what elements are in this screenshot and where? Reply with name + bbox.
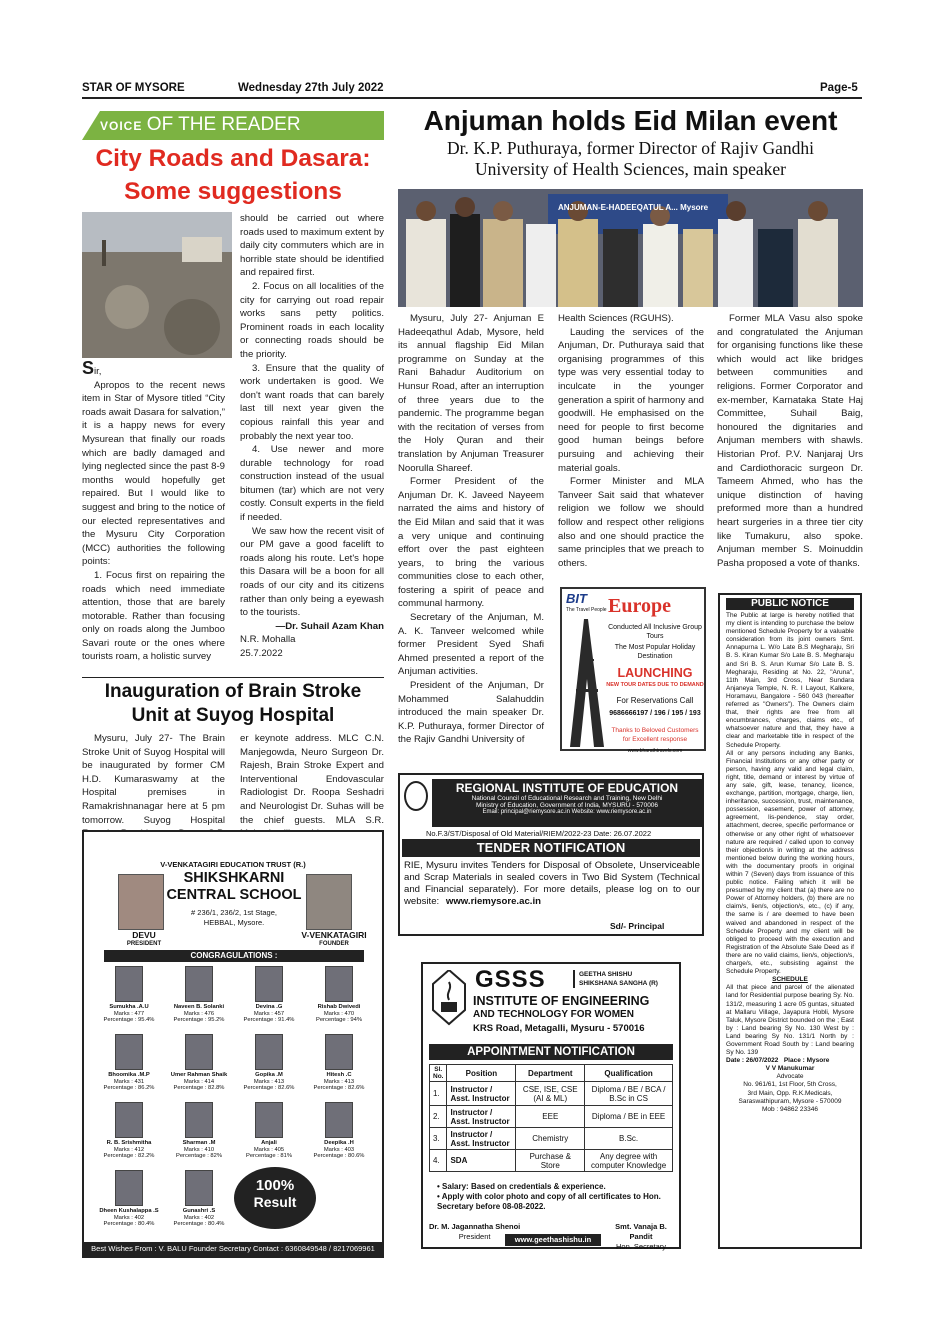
cell: Instructor / Asst. Instructor [447,1082,516,1106]
student-line: Rishab Dwivedi [317,1004,361,1010]
gsss-bullet2: • Apply with color photo and copy of all certificates to Hon. Secretary before 08-08-2022. [437,1192,661,1211]
voice-para: 3. Ensure that the quality of work undertaken is good. We don't want roads that can barely last till next year given the copious rainfall this year and probably the next year too. [240,362,384,442]
school-addr1: # 236/1, 236/2, 1st Stage, [191,908,277,917]
rie-emblem-icon [404,781,428,811]
student-line: Percentage : 95.4% [103,1017,155,1024]
student-line: Percentage : 82.8% [173,1085,225,1092]
voice-para: Apropos to the recent news item in Star of Mysore titled “City roads await Dasara for salvation,” it is a happy news for every Mysurean that finally our roads which are badly damaged and lying neglected since the past 8-9 months would hopefully get repaired. But I would like to suggest and bring to the notice of our elected representatives and the Mysuru City Corporation (MCC) authorities the following points: [82,379,225,568]
rie-body-text: RIE, Mysuru invites Tenders for Disposal of Obsolete, Unserviceable and Scrap Materials in sealed covers in Two Bid System (Technical and Financial separately). For more details, please log on to our website: [404,860,700,907]
student-card [164,1034,234,1092]
notice-date: Date : 26/07/2022 [726,1057,779,1065]
bit-web: www.bharathtravels.com [627,748,683,754]
cell: Purchase & Store [516,1150,585,1172]
rie-header [432,779,702,827]
cell: SDA [447,1150,516,1172]
student-line: Sharman .M [182,1140,216,1146]
table-row [430,1106,673,1128]
notice-dateplace [726,1057,854,1065]
notice-mob: Mob : 94862 23346 [761,1105,819,1113]
th-slno: Sl. No. [430,1065,447,1082]
student-line: Marks : 414 [183,1078,215,1085]
student-line: Percentage : 82.6% [243,1085,295,1092]
student-photo [255,1102,283,1138]
student-photo [255,966,283,1002]
cell: 2. [430,1106,447,1128]
table-row [430,1082,673,1106]
gsss-notice: APPOINTMENT NOTIFICATION [429,1044,673,1060]
voice-headline-line2: Some suggestions [124,178,342,205]
founder-name-text: V-VENKATAGIRI [301,930,367,940]
cell: 4. [430,1150,447,1172]
brain-col2 [240,732,384,841]
gsss-table [429,1064,673,1172]
anjuman-para: Former Minister and MLA Tanveer Sait said that whatever religion we follow we should follow and respect other religions also and one should practice the same principles that we preach to others. [558,476,704,569]
gsss-bullets [437,1182,673,1212]
student-line: Percentage : 82.2% [103,1153,155,1160]
gsss-inst [473,994,683,1036]
president-name-text: DEVU [132,930,156,940]
cell: 3. [430,1128,447,1150]
voice-col2 [240,212,384,661]
road-photo-image [82,212,232,358]
student-card [94,966,164,1024]
student-line: Anjali [261,1140,277,1146]
president-role: PRESIDENT [126,941,162,947]
anjuman-col3 [717,312,863,570]
student-line: Marks : 412 [113,1146,145,1153]
student-line: Marks : 402 [113,1214,145,1221]
voice-salutation [82,358,225,379]
student-photo [185,966,213,1002]
student-photo [115,1170,143,1206]
gsss-inst1: INSTITUTE OF ENGINEERING [473,994,650,1008]
student-line: Percentage : 81% [245,1153,293,1160]
result-percent: 100% [255,1177,295,1194]
eiffel-tower-icon [564,619,608,749]
school-addr2: HEBBAL, Mysore. [203,918,265,927]
notice-para: All that piece and parcel of the alienated land for Residential purpose bearing Sy. No. 131/2, measuring 1 acre 05 guntas, situated at Mallaru Village, Jayapura Hobli, Mysore Taluk, Mysore District bounded on the ; East by : Land bearing Sy No. 130 West by : Land bearing Sy No. 131/1 North by : Government Road South by : Land bearing Sy No. 139 [726,984,854,1057]
school-address [164,908,304,928]
voice-para: 4. Use newer and more durable technology for road construction instead of the usual bitumen (tar) which are not very costly. Consult experts in the field if needed. [240,444,384,524]
bit-call: For Reservations Call [616,696,694,705]
gsss-org [573,970,658,988]
founder-role: FOUNDER [319,941,349,947]
bit-phone: 9686666197 / 196 / 195 / 193 [609,710,701,717]
student-line: Marks : 410 [183,1146,215,1153]
school-name1: SHIKSHKARNI [183,870,285,886]
notice-place: Place : Mysore [783,1057,830,1065]
bit-line2: The Most Popular Holiday Destination [614,644,696,660]
brain-headline-line1: Inauguration of Brain Stroke [104,681,362,702]
cell: Instructor / Asst. Instructor [447,1106,516,1128]
anjuman-para: Mysuru, July 27- Anjuman E Hadeeqathul Adab, Mysore, held its annual flagship Eid Milan programme on Sunday at the Rani Bahadur Auditorium on Hunsur Road, after an interruption of three years due to the pandemic. The programme began with the recitation of verses from the Holy Quran and their translation by Anjuman Treasurer Noorulla Shareef. [398,313,544,474]
cell: B.Sc. [585,1128,673,1150]
anjuman-para: Secretary of the Anjuman, M. A. K. Tanveer welcomed while former President Syed Shafi Ahmed presented a report of the Anjuman activities. [398,612,544,678]
student-line: Marks : 431 [113,1078,145,1085]
bit-line1: Conducted All Inclusive Group Tours [608,624,702,640]
gsss-s1r: President [458,1232,491,1241]
rie-website[interactable]: www.riemysore.ac.in [445,896,541,907]
school-footer: Best Wishes From : V. BALU Founder Secretary Contact : 6360849548 / 8217069961 [84,1242,382,1256]
voice-para: 2. Focus on all localities of the city for carrying out road repair works sans petty politics. Prominent roads in each locality or connecting roads should be the priority. [240,280,384,360]
cell: Any degree with computer Knowledge [585,1150,673,1172]
student-card [164,966,234,1024]
cell: Diploma / BE / BCA / B.Sc in CS [585,1082,673,1106]
student-line: Gunashri .S [182,1208,216,1214]
notice-title: PUBLIC NOTICE [726,598,854,610]
voice-label [100,114,301,136]
student-line: Marks : 403 [323,1146,355,1153]
gsss-addr: KRS Road, Metagalli, Mysuru - 570016 [473,1023,645,1034]
student-photo [325,1102,353,1138]
student-line: Dheen Kushalappa .S [99,1208,159,1214]
student-card [94,1170,164,1228]
student-line: Umer Rahman Shaik [170,1072,228,1078]
voice-signature: —Dr. Suhail Azam Khan [275,620,384,632]
gsss-lamp-icon [431,970,467,1026]
rie-line1: National Council of Educational Research and Training, New Delhi [471,795,663,802]
student-photo [185,1102,213,1138]
student-card [234,966,304,1024]
gsss-bullet1-text: Salary: Based on credentials & experience. [442,1182,606,1191]
student-line: Percentage : 80.6% [313,1153,365,1160]
notice-schedule: SCHEDULE [772,976,808,984]
student-line: Marks : 477 [113,1010,145,1017]
student-line: Percentage : 82% [175,1153,223,1160]
student-card [94,1034,164,1092]
th-position: Position [447,1065,516,1082]
cell: Chemistry [516,1128,585,1150]
brain-para: Mysuru, July 27- The Brain Stroke Unit of Suyog Hospital will be inaugurated by former CM H.D. Kumaraswamy at the Hospital premises in Ramakrishnanagar here at 5 pm tomorrow. Suyog Hospital [82,733,225,826]
student-line: Naveen B. Solanki [173,1004,225,1010]
gsss-ad [421,962,681,1249]
section-rule [82,677,384,678]
gsss-s2r: Hon. Secretary [615,1242,667,1251]
school-name2: CENTRAL SCHOOL [166,887,302,903]
gsss-s1: Dr. M. Jagannatha Shenoi [429,1222,521,1231]
founder-name [289,931,379,949]
anjuman-subhead2: University of Health Sciences, main speaker [474,159,786,179]
student-line: Sumukha .A.U [109,1004,149,1010]
anjuman-para: Former President of the Anjuman Dr. K. Javeed Nayeem narrated the aims and history of the Eid Milan and said that it was a very unique and continuing effort over the past eighteen years, to bring the various communities close to each other, fostering a spirit of peace and communal harmony. [398,476,544,610]
president-photo [118,874,164,930]
student-line: Deepika .H [324,1140,354,1146]
student-photo [115,966,143,1002]
rie-line3: Email: principal@riemysore.ac.in Website: www.riemysore.ac.in [482,809,652,815]
student-card [234,1034,304,1092]
rie-title: REGIONAL INSTITUTE OF EDUCATION [455,781,679,795]
notice-addr3: Saraswathipuram, Mysore - 570009 [738,1097,842,1105]
student-line: Marks : 476 [183,1010,215,1017]
voice-headline-line1: City Roads and Dasara: [95,145,371,172]
student-line: Marks : 413 [253,1078,285,1085]
student-line: Percentage : 86.2% [103,1085,155,1092]
gsss-org2: SHIKSHANA SANGHA (R) [579,980,658,987]
student-line: Percentage : 95.2% [173,1017,225,1024]
student-card [164,1102,234,1160]
student-card [304,1034,374,1092]
voice-sig-date: 25.7.2022 [240,648,283,659]
road-photo [82,212,232,358]
voice-label-small: VOICE [100,119,143,133]
student-card [304,1102,374,1160]
table-header-row [430,1065,673,1082]
student-line: Marks : 405 [253,1146,285,1153]
notice-addr2: 3rd Main, Opp. R.K.Medicals, [747,1089,833,1097]
rie-ref: No.F.3/ST/Disposal of Old Material/RIEM/2022-23 Date: 26.07.2022 [426,829,652,838]
gsss-website[interactable]: www.geethashishu.in [505,1234,601,1246]
anjuman-subhead1: Dr. K.P. Puthuraya, former Director of Rajiv Gandhi [447,138,814,158]
student-line: Marks : 402 [183,1214,215,1221]
rie-body [404,860,700,908]
cell: CSE, ISE, CSE (AI & ML) [516,1082,585,1106]
anjuman-headline: Anjuman holds Eid Milan event [423,105,838,136]
notice-addr1: No. 961/61, 1st Floor, 5th Cross, [743,1081,837,1089]
bit-launching: LAUNCHING [617,666,693,680]
student-line: Gopika .M [255,1072,283,1078]
anjuman-banner: ANJUMAN-E-HADEEQATUL A... Mysore [558,203,709,212]
anjuman-para: Lauding the services of the Anjuman, Dr. Puthuraya said that organising programmes of this type was very essential today to inculcate in the younger generation a spirit of harmony and goodwill. He emphasised on the need for people to first become good human beings before pursuing and achieving their material goals. [558,326,704,474]
paper-name: STAR OF MYSORE [82,82,185,94]
student-line: Percentage : 94% [315,1017,363,1024]
bit-sub: NEW TOUR DATES DUE TO DEMAND [606,682,704,688]
student-line: Devina .G [255,1004,283,1010]
rie-line2: Ministry of Education, Government of India, MYSURU - 570006 [475,802,659,809]
notice-adv: V V Manukumar [765,1065,815,1073]
bit-logo: BIT [566,591,587,606]
bit-thanks2: for Excellent response [622,736,688,743]
notice-para: The Public at large is hereby notified that my client is intending to purchase the below mentioned Schedule Property for a valuable consideration from its joint owners Smt. Annapurna L. W/o Late B.S Megharaju, Sri B. S. Kiran Kumar S/o Late B. S. Megharaju and Sri B. S. Arun Kumar S/o Late B. S. Megharaju, Residing at No. 22, "Aruna", 11th Main, 3rd Cross, Near Sundara Anjaneya Temple, N. R. I Layout, Kalkere, Horamavu, Bangalore - 560 043 (hereafter referred as "Owners"). The Owners claim that, their rights are free from all encumbrances, charges, claims etc., of whatsoever nature and that, they have a clear and marketable title in respect of the Schedule Property. [726,612,854,749]
bit-tagline: The Travel People [566,607,607,613]
student-photo [325,966,353,1002]
rie-sign: Sd/- Principal [610,921,665,931]
bit-thanks1: Thanks to Beloved Customers [611,727,699,734]
bit-destination: Europe [608,595,671,617]
masthead-rule [82,97,862,99]
student-photo [115,1034,143,1070]
anjuman-photo [398,189,863,307]
student-card [234,1102,304,1160]
gsss-org1: GEETHA SHISHU [579,971,633,978]
gsss-logo: GSSS [475,966,546,993]
gsss-bullet2-text: Apply with color photo and copy of all certificates to Hon. Secretary before 08-08-2022. [437,1192,661,1211]
salutation: ir, [94,366,102,377]
anjuman-para: President of the Anjuman, Dr Mohammed Salahuddin introduced the main speaker Dr. K.P. Puthuraya, former Director of the Rajiv Gandhi University of [398,680,544,746]
gsss-bullet1: • Salary: Based on credentials & experience. [437,1182,606,1191]
student-line: R. B. Srishmitha [106,1140,152,1146]
page-number: Page-5 [820,82,858,94]
student-line: Percentage : 80.4% [173,1221,225,1228]
brain-headline-line2: Unit at Suyog Hospital [131,705,335,726]
student-photo [115,1102,143,1138]
voice-label-big: OF THE READER [146,114,301,135]
voice-headline [82,142,384,208]
anjuman-col2 [558,312,704,570]
public-notice [718,593,862,1249]
notice-adv2: Advocate [776,1073,804,1081]
student-line: Marks : 470 [323,1010,355,1017]
cell: Instructor / Asst. Instructor [447,1128,516,1150]
result-label: Result [253,1194,297,1210]
student-line: Percentage : 82.6% [313,1085,365,1092]
student-line: Hitesh .C [326,1072,352,1078]
result-badge [234,1167,316,1229]
notice-body [726,612,854,1114]
congrats-bar: CONGRAGULATIONS : [104,950,364,962]
dropcap: S [82,358,95,378]
school-ad [82,830,384,1258]
student-card [304,966,374,1024]
table-row [430,1150,673,1172]
cell: Diploma / BE in EEE [585,1106,673,1128]
gsss-s2: Smt. Vanaja B. Pandit [615,1222,667,1241]
founder-photo [306,874,352,930]
rie-notice: TENDER NOTIFICATION [402,839,700,857]
anjuman-subhead [398,138,863,180]
table-row [430,1128,673,1150]
student-photo [185,1170,213,1206]
cell: 1. [430,1082,447,1106]
brain-para: er keynote address. MLC C.N. Manjegowda, Neuro Surgeon Dr. Rajesh, Brain Stroke Expert and Interventional Endovascular Radiologist Dr. Roopa Seshadri and Neurologist Dr. Suhas will be the chief guests. MLA S.R. [240,733,384,826]
gsss-inst2: AND TECHNOLOGY FOR WOMEN [473,1009,634,1020]
rie-ad [398,773,704,936]
anjuman-para: Health Sciences (RGUHS). [558,313,674,324]
voice-para: We saw how the recent visit of our PM gave a good facelift to roads along his route. Let's hope this Dasara will be a boon for all roads of our city and its citizens rather than only being a eyewash to the tourists. [240,525,384,619]
student-line: Bhoomika .M.P [108,1072,150,1078]
bit-ad [560,587,706,754]
president-name [114,931,174,949]
gsss-sign2 [603,1222,679,1252]
student-photo [255,1034,283,1070]
voice-para: should be carried out where roads used to maximum extent by daily city commuters which are in horrible state should be identified and repaired first. [240,213,384,279]
school-trust: V-VENKATAGIRI EDUCATION TRUST (R.) [160,860,306,869]
brain-headline [82,680,384,728]
bit-body [606,623,704,756]
student-line: Percentage : 91.4% [243,1017,295,1024]
student-photo [185,1034,213,1070]
voice-para: 1. Focus first on repairing the roads which need immediate attention, those that are barely motorable. Rather than focusing only on roads along the Jumboo Savari route or the ones where tourists roam, a holistic survey [82,569,225,663]
student-card [94,1102,164,1160]
anjuman-col1 [398,312,544,747]
student-line: Percentage : 80.4% [103,1221,155,1228]
cell: EEE [516,1106,585,1128]
voice-sig-place: N.R. Mohalla [240,634,296,646]
notice-para: All or any persons including any Banks, Financial Institutions or any other party or person, having any valid and legal claim, right, title, demand or interest by virtue of any sale, gift, lease, tenancy, licence, exchange, partition, mortgage, charge, lien, inheritance, succession, trust, maintenance, possession, easement, power of attorney, agreement, lis-pendence, stay order, attachment, decree, specific performance or otherwise or any other right of whatsoever nature are required / called upon to convey their objection/s in writing at the address mentioned below during the working hours, with the documentary proofs in original within 7 (Seven) days from issuance of this public notice. Failing which it will be presumed by my client that (a) there are no Power of Attorney holders, (b) there are no claim/s, lien/s, objection/s, etc., (c) if any, the same is / are deemed to have been waived and abandoned in respect of the Schedule Property and my client will be obliged to proceed with the execution and Registration of the Absolute Sale Deed as if there are no valid claims, lien/s, objection/s, charge/s, etc., subsisting against the Schedule Property. [726,749,854,976]
school-name [164,870,304,904]
student-card [164,1170,234,1228]
issue-date: Wednesday 27th July 2022 [238,82,384,94]
th-qualification: Qualification [585,1065,673,1082]
student-line: Marks : 413 [323,1078,355,1085]
voice-col1 [82,358,225,664]
th-department: Department [516,1065,585,1082]
student-line: Marks : 457 [253,1010,285,1017]
anjuman-para: Former MLA Vasu also spoke and congratulated the Anjuman for organising functions like these which would act like bridges between communities and religions. Former Corporator and ex-member, Karnataka State Haj Committee, Suhail Baig, honoured the dignitaries and Anjuman members with shawls. Historian Prof. P.V. Nanjaraj Urs and Cardiothoracic surgeon Dr. Tameem Ahmed, who has the unique distinction of having preformed more than a hundred heart surgeries in a three tier city like Tumakuru, also spoke. Anjuman member S. Moinuddin Pasha proposed a vote of thanks. [717,313,863,569]
student-photo [325,1034,353,1070]
